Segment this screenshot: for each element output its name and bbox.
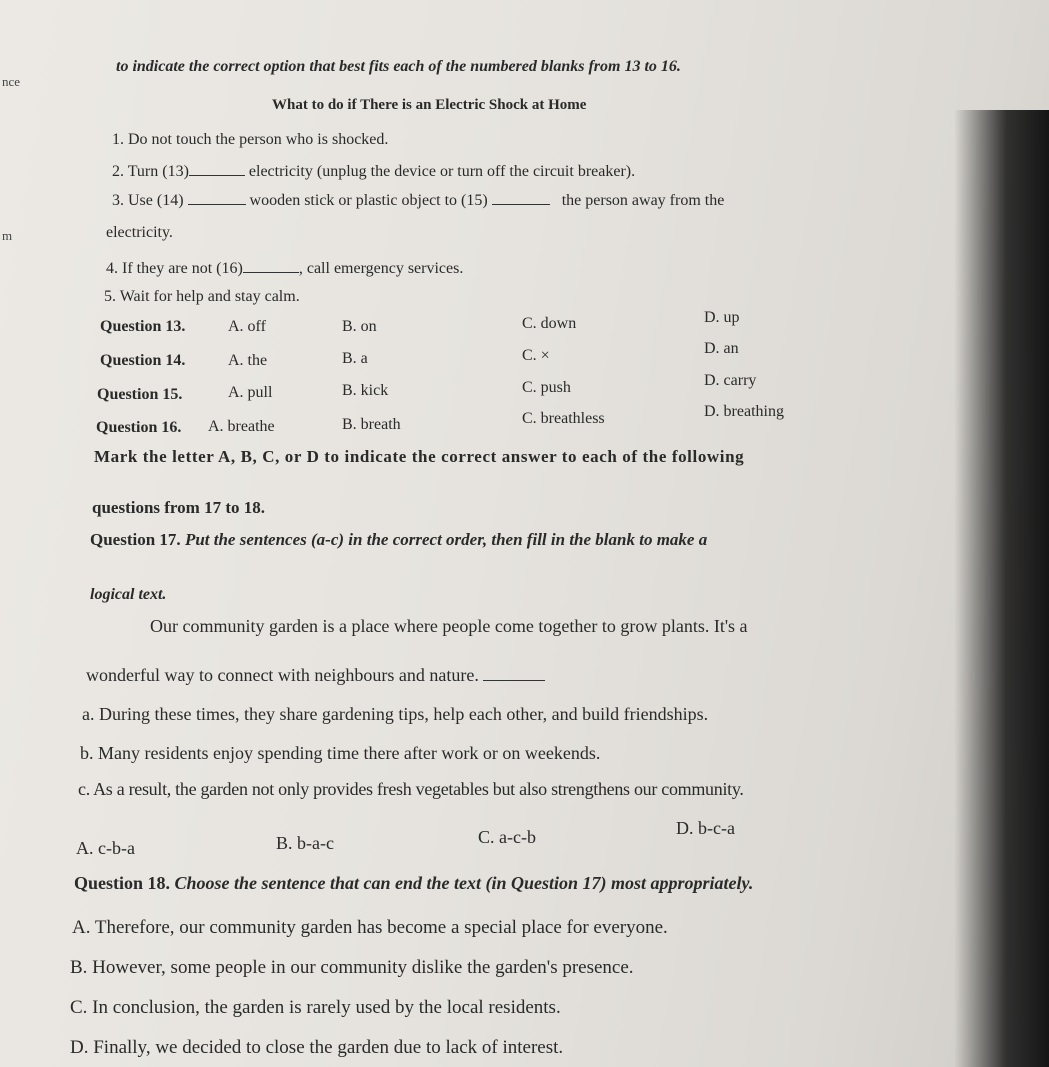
q17-prompt: [90, 530, 707, 550]
step-4: [106, 256, 463, 278]
q17-prompt-text: Put the sentences (a-c) in the correct order, then fill in the blank to make a: [184, 530, 708, 549]
q17-sentence-c: c. As a result, the garden not only provides fresh vegetables but also strengthens our community.: [78, 779, 744, 799]
q17-sentence-b: b. Many residents enjoy spending time there after work or on weekends.: [80, 743, 601, 763]
step-3-prefix: 3. Use (14): [112, 192, 184, 209]
q18-prompt-text: Choose the sentence that can end the text (in Question 17) most appropriately.: [174, 873, 754, 893]
step-1: 1. Do not touch the person who is shocked.: [112, 131, 389, 148]
q16-option-a[interactable]: A. breathe: [208, 418, 275, 435]
q16-label: Question 16.: [96, 419, 182, 436]
step-2-suffix: electricity (unplug the device or turn off the circuit breaker).: [248, 163, 636, 180]
q13-option-a[interactable]: A. off: [228, 318, 266, 335]
q14-option-b[interactable]: B. a: [342, 350, 368, 367]
blank-15[interactable]: [492, 188, 550, 205]
q17-label: Question 17.: [90, 530, 181, 549]
q14-option-d[interactable]: D. an: [704, 340, 739, 357]
step-3-suffix: the person away from the: [561, 192, 725, 209]
step-3-continued: electricity.: [106, 224, 173, 241]
step-4-suffix: , call emergency services.: [298, 260, 464, 277]
q17-prompt-line-2: logical text.: [90, 586, 167, 603]
q13-option-b[interactable]: B. on: [342, 318, 377, 335]
blank-14[interactable]: [188, 188, 246, 205]
q18-option-a[interactable]: A. Therefore, our community garden has become a special place for everyone.: [72, 917, 668, 938]
q14-option-a[interactable]: A. the: [228, 352, 268, 369]
blank-16[interactable]: [243, 256, 299, 273]
blank-17[interactable]: [483, 664, 545, 681]
q17-option-a[interactable]: A. c-b-a: [76, 838, 135, 858]
margin-mark: m: [2, 228, 13, 243]
q17-option-b[interactable]: B. b-a-c: [276, 833, 334, 853]
margin-mark: nce: [2, 74, 21, 89]
q17-option-c[interactable]: C. a-c-b: [478, 827, 536, 847]
passage-title: What to do if There is an Electric Shock at Home: [272, 97, 587, 113]
intro-instruction: to indicate the correct option that best fits each of the numbered blanks from 13 to 16.: [116, 58, 681, 75]
q14-option-c[interactable]: C. ×: [522, 347, 550, 364]
q17-option-d[interactable]: D. b-c-a: [676, 818, 735, 838]
q16-option-c[interactable]: C. breathless: [522, 410, 605, 427]
q18-option-d[interactable]: D. Finally, we decided to close the garden due to lack of interest.: [70, 1037, 564, 1058]
step-2: [112, 159, 635, 181]
q16-option-b[interactable]: B. breath: [342, 416, 401, 433]
q18-option-b[interactable]: B. However, some people in our community dislike the garden's presence.: [70, 957, 634, 978]
step-5: 5. Wait for help and stay calm.: [104, 288, 300, 305]
q18-label: Question 18.: [74, 873, 171, 893]
step-3-middle: wooden stick or plastic object to (15): [249, 192, 488, 209]
q13-option-d[interactable]: D. up: [704, 309, 740, 326]
q15-label: Question 15.: [97, 386, 183, 403]
step-2-prefix: 2. Turn (13): [112, 163, 189, 180]
q18-prompt: [74, 873, 753, 894]
instruction-2-line-1: Mark the letter A, B, C, or D to indicate the correct answer to each of the following: [94, 447, 745, 466]
q17-paragraph-line-2: [86, 664, 545, 686]
page-shadow: [954, 110, 1049, 1067]
step-4-prefix: 4. If they are not (16): [106, 260, 243, 277]
q14-label: Question 14.: [100, 352, 186, 369]
step-3: [112, 188, 724, 210]
q17-sentence-a: a. During these times, they share gardening tips, help each other, and build friendships.: [82, 704, 709, 724]
q17-paragraph-text: wonderful way to connect with neighbours and nature.: [86, 665, 479, 685]
q15-option-c[interactable]: C. push: [522, 379, 571, 396]
q15-option-d[interactable]: D. carry: [704, 372, 757, 389]
q16-option-d[interactable]: D. breathing: [704, 403, 784, 420]
q18-option-c[interactable]: C. In conclusion, the garden is rarely used by the local residents.: [70, 997, 561, 1018]
blank-13[interactable]: [189, 159, 245, 176]
q13-option-c[interactable]: C. down: [522, 315, 577, 332]
q15-option-a[interactable]: A. pull: [228, 384, 273, 401]
q17-paragraph-line-1: Our community garden is a place where people come together to grow plants. It's a: [150, 616, 748, 636]
q15-option-b[interactable]: B. kick: [342, 382, 389, 399]
q13-label: Question 13.: [100, 318, 186, 335]
instruction-2-line-2: questions from 17 to 18.: [92, 498, 265, 517]
